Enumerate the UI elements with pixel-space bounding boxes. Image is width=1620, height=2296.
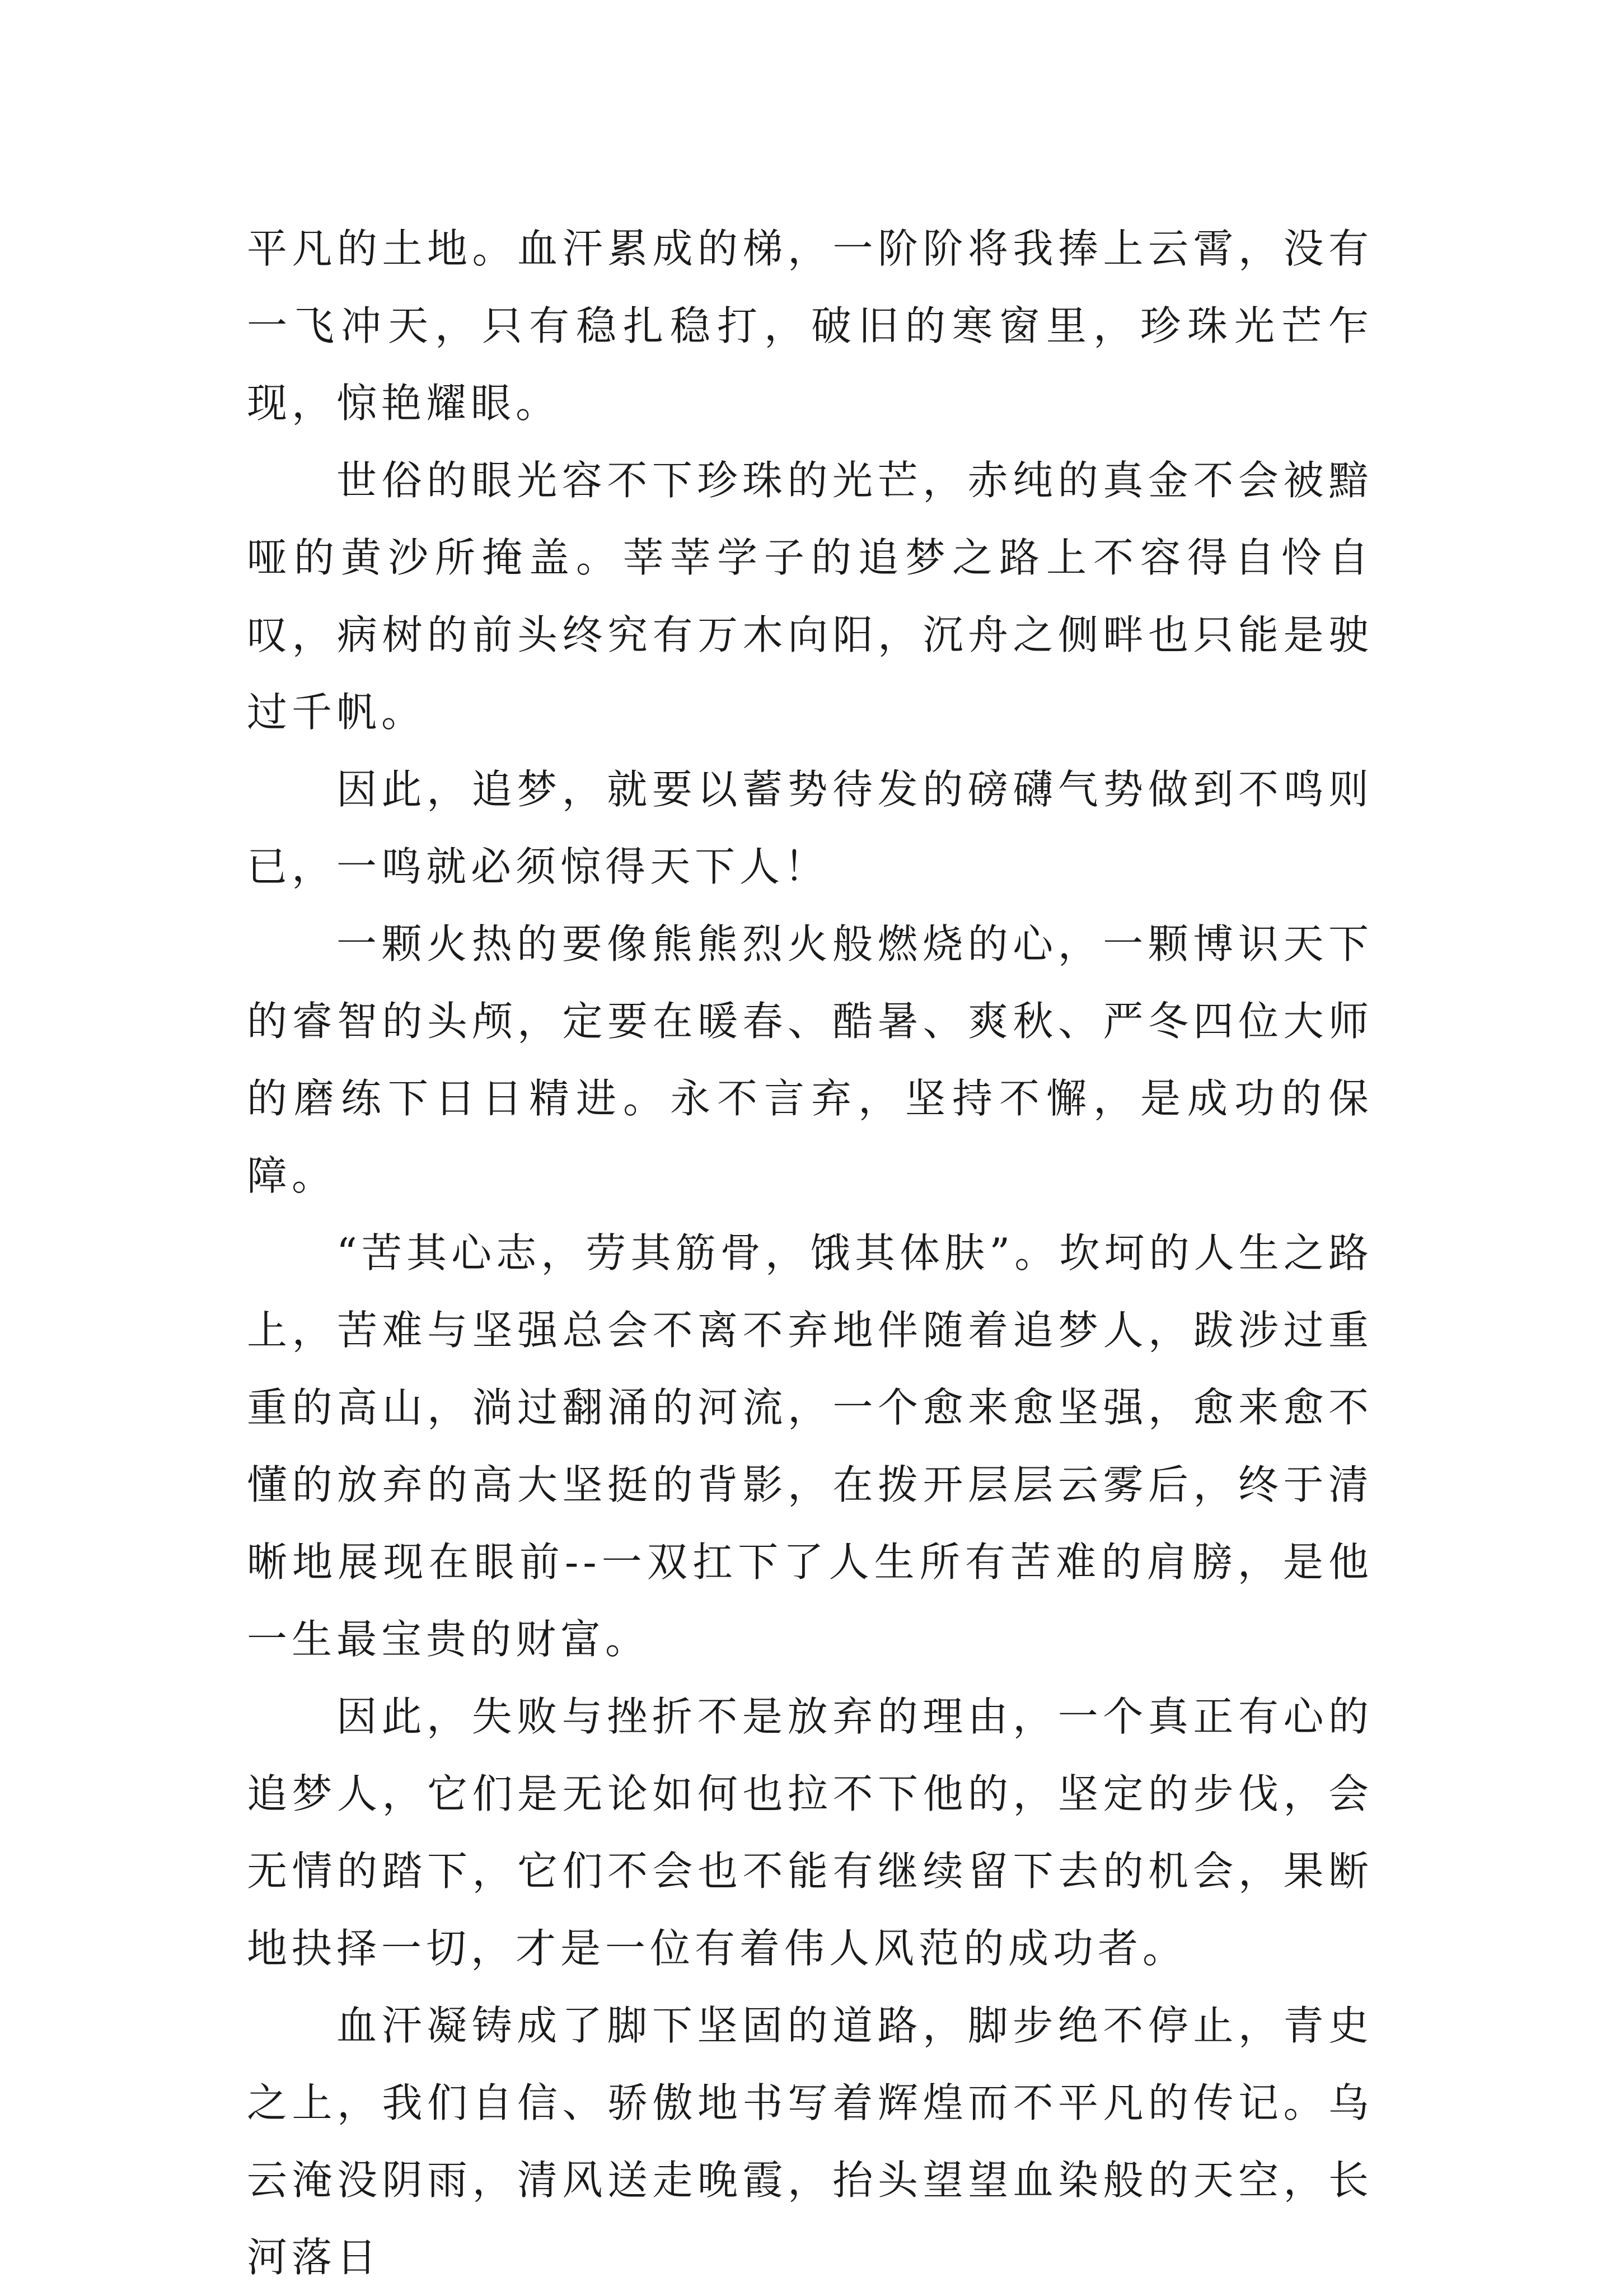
paragraph-7: 血汗凝铸成了脚下坚固的道路，脚步绝不停止，青史之上，我们自信、骄傲地书写着辉煌而不平凡的传记。乌云淹没阴雨，清风送走晚霞，抬头望望血染般的天空，长河落日 <box>247 2002 1373 2281</box>
paragraph-6: 因此，失败与挫折不是放弃的理由，一个真正有心的追梦人，它们是无论如何也拉不下他的，坚定的步伐，会无情的踏下，它们不会也不能有继续留下去的机会，果断地抉择一切，才是一位有着伟人风范的成功者。 <box>247 1693 1373 1972</box>
paragraph-5: “苦其心志，劳其筋骨，饿其体肤”。坎坷的人生之路上，苦难与坚强总会不离不弃地伴随着追梦人，跋涉过重重的高山，淌过翻涌的河流，一个愈来愈坚强，愈来愈不懂的放弃的高大坚挺的背影，在拨开层层云雾后，终于清晰地展现在眼前--一双扛下了人生所有苦难的肩膀，是他一生最宝贵的财富。 <box>247 1229 1373 1663</box>
document-body <box>247 210 1373 2296</box>
paragraph-4: 一颗火热的要像熊熊烈火般燃烧的心，一颗博识天下的睿智的头颅，定要在暖春、酷暑、爽秋、严冬四位大师的磨练下日日精进。永不言弃，坚持不懈，是成功的保障。 <box>247 920 1373 1199</box>
paragraph-2: 世俗的眼光容不下珍珠的光芒，赤纯的真金不会被黯哑的黄沙所掩盖。莘莘学子的追梦之路上不容得自怜自叹，病树的前头终究有万木向阳，沉舟之侧畔也只能是驶过千帆。 <box>247 457 1373 736</box>
paragraph-1: 平凡的土地。血汗累成的梯，一阶阶将我捧上云霄，没有一飞冲天，只有稳扎稳打，破旧的寒窗里，珍珠光芒乍现，惊艳耀眼。 <box>247 225 1373 427</box>
paragraph-3: 因此，追梦，就要以蓄势待发的磅礴气势做到不鸣则已，一鸣就必须惊得天下人！ <box>247 766 1373 890</box>
